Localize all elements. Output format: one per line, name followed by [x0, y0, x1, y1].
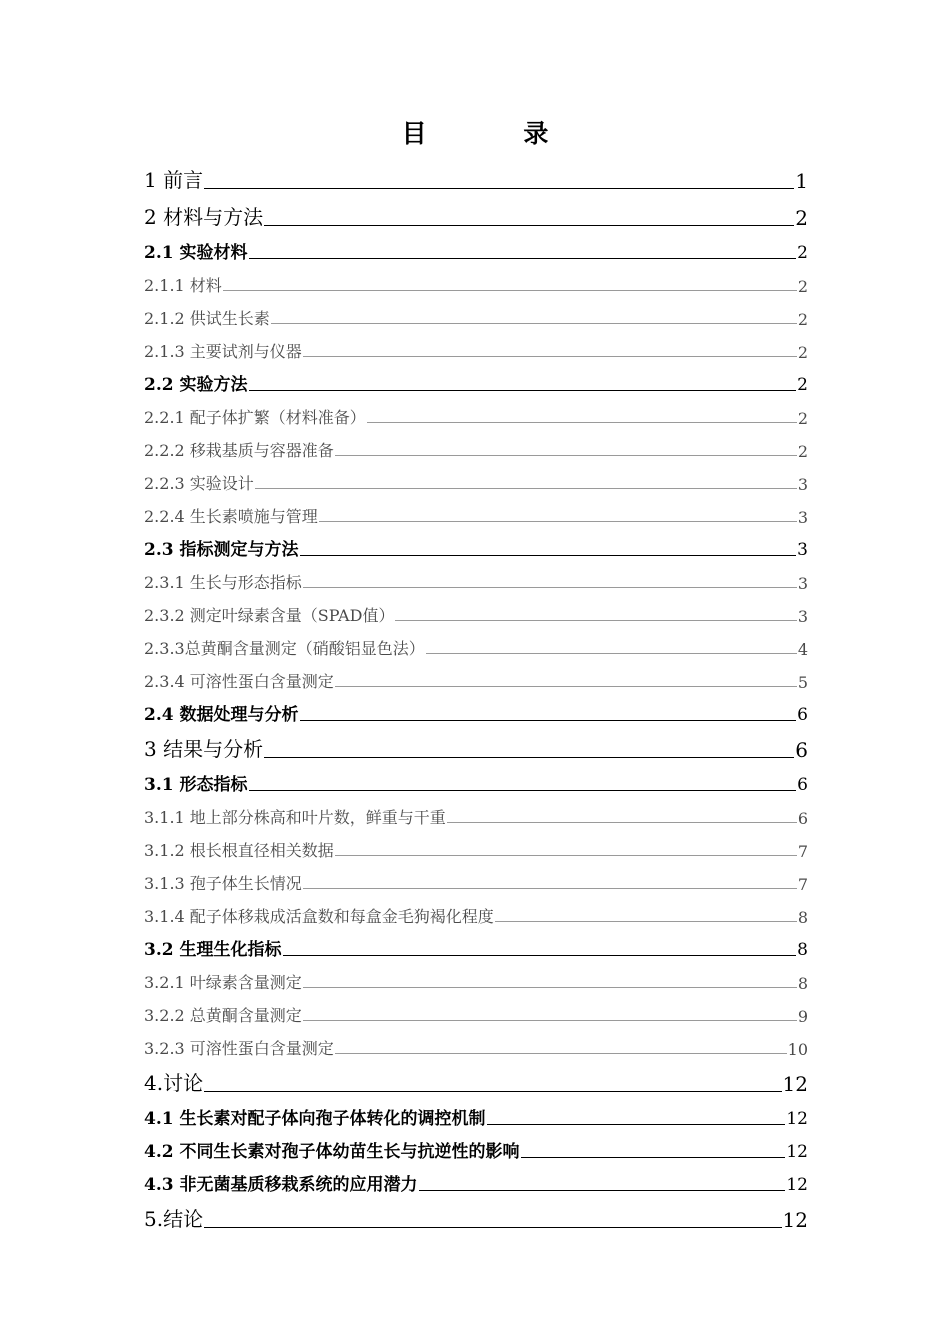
toc-page-number: 12	[782, 1208, 808, 1232]
toc-page-number: 6	[797, 809, 808, 828]
toc-page-number: 2	[797, 277, 808, 296]
toc-entry[interactable]	[144, 659, 808, 692]
toc-entry-label: 3 结果与分析	[144, 737, 264, 761]
toc-page-number: 9	[797, 1007, 808, 1026]
toc-leader-line	[283, 955, 797, 956]
toc-entry-label: 1 前言	[144, 168, 204, 192]
toc-entry-label: 2.2.3 实验设计	[144, 474, 254, 493]
toc-leader-line	[335, 455, 797, 456]
toc-entry[interactable]	[144, 1096, 808, 1129]
toc-leader-line	[335, 1053, 787, 1054]
toc-entry[interactable]	[144, 527, 808, 560]
toc-entry[interactable]	[144, 692, 808, 725]
toc-title: 目 录	[401, 119, 593, 148]
toc-leader-line	[335, 855, 797, 856]
toc-leader-line	[303, 987, 797, 988]
toc-leader-line	[419, 1190, 786, 1191]
toc-page-number: 6	[797, 705, 808, 725]
toc-page-number: 6	[797, 775, 808, 795]
toc-leader-line	[249, 790, 797, 791]
toc-leader-line	[300, 555, 797, 556]
toc-page-number: 3	[797, 607, 808, 626]
toc-entry-label: 2.3 指标测定与方法	[144, 540, 299, 560]
toc-leader-line	[271, 323, 797, 324]
toc-leader-line	[204, 1227, 781, 1228]
toc-leader-line	[521, 1157, 786, 1158]
toc-entry[interactable]	[144, 993, 808, 1026]
toc-entry[interactable]	[144, 861, 808, 894]
toc-page-number: 2	[797, 442, 808, 461]
toc-page-number: 2	[795, 206, 808, 230]
toc-entry-label: 4.2 不同生长素对孢子体幼苗生长与抗逆性的影响	[144, 1142, 520, 1162]
toc-entry[interactable]	[144, 927, 808, 960]
toc-leader-line	[303, 356, 797, 357]
toc-entry-label: 3.1 形态指标	[144, 775, 248, 795]
toc-entry[interactable]	[144, 428, 808, 461]
toc-page-number: 12	[786, 1175, 808, 1195]
toc-leader-line	[395, 620, 796, 621]
toc-entry[interactable]	[144, 795, 808, 828]
toc-entry[interactable]	[144, 725, 808, 762]
toc-entry[interactable]	[144, 263, 808, 296]
toc-entry-label: 2.3.2 测定叶绿素含量（SPAD值）	[144, 606, 395, 625]
toc-entry-label: 2.3.3总黄酮含量测定（硝酸铝显色法）	[144, 639, 425, 658]
toc-page-number: 6	[795, 738, 808, 762]
toc-entry[interactable]	[144, 1026, 808, 1059]
toc-entry-label: 3.1.2 根长根直径相关数据	[144, 841, 334, 860]
toc-leader-line	[495, 921, 797, 922]
toc-entry-label: 4.1 生长素对配子体向孢子体转化的调控机制	[144, 1109, 486, 1129]
toc-page-number: 10	[787, 1040, 808, 1059]
table-of-contents	[144, 156, 808, 1232]
toc-entry-label: 2.4 数据处理与分析	[144, 705, 299, 725]
toc-entry[interactable]	[144, 1195, 808, 1232]
toc-page-number: 5	[797, 673, 808, 692]
toc-entry[interactable]	[144, 560, 808, 593]
toc-entry[interactable]	[144, 1162, 808, 1195]
toc-page-number: 12	[786, 1142, 808, 1162]
toc-page-number: 4	[797, 640, 808, 659]
toc-leader-line	[319, 521, 797, 522]
toc-leader-line	[204, 188, 794, 189]
toc-leader-line	[249, 390, 797, 391]
toc-entry-label: 2.2.4 生长素喷施与管理	[144, 507, 318, 526]
toc-page-number: 2	[797, 343, 808, 362]
toc-entry[interactable]	[144, 1129, 808, 1162]
toc-entry-label: 4.3 非无菌基质移栽系统的应用潜力	[144, 1175, 418, 1195]
toc-entry[interactable]	[144, 593, 808, 626]
toc-entry[interactable]	[144, 362, 808, 395]
toc-page-number: 3	[797, 508, 808, 527]
toc-entry-label: 2.2 实验方法	[144, 375, 248, 395]
toc-page-number: 7	[797, 842, 808, 861]
toc-entry[interactable]	[144, 329, 808, 362]
toc-page-number: 2	[797, 243, 808, 263]
toc-page-number: 3	[797, 574, 808, 593]
toc-entry[interactable]	[144, 1059, 808, 1096]
toc-page-number: 12	[782, 1072, 808, 1096]
toc-entry[interactable]	[144, 960, 808, 993]
toc-entry-label: 2.3.4 可溶性蛋白含量测定	[144, 672, 334, 691]
toc-entry-label: 2.1.2 供试生长素	[144, 309, 270, 328]
toc-entry-label: 3.2 生理生化指标	[144, 940, 282, 960]
toc-entry[interactable]	[144, 626, 808, 659]
toc-entry-label: 2.2.1 配子体扩繁（材料准备）	[144, 408, 366, 427]
toc-entry[interactable]	[144, 395, 808, 428]
toc-leader-line	[447, 822, 797, 823]
toc-entry-label: 2.1.1 材料	[144, 276, 222, 295]
toc-leader-line	[300, 720, 797, 721]
toc-entry[interactable]	[144, 296, 808, 329]
toc-leader-line	[303, 1020, 797, 1021]
toc-entry-label: 3.1.3 孢子体生长情况	[144, 874, 302, 893]
toc-leader-line	[367, 422, 797, 423]
toc-entry-label: 3.2.3 可溶性蛋白含量测定	[144, 1039, 334, 1058]
toc-page-number: 3	[797, 540, 808, 560]
toc-page-number: 2	[797, 375, 808, 395]
toc-entry[interactable]	[144, 156, 808, 193]
toc-entry-label: 2.1 实验材料	[144, 243, 248, 263]
toc-entry-label: 3.2.1 叶绿素含量测定	[144, 973, 302, 992]
toc-leader-line	[255, 488, 797, 489]
toc-entry[interactable]	[144, 828, 808, 861]
toc-entry-label: 2.3.1 生长与形态指标	[144, 573, 302, 592]
toc-entry[interactable]	[144, 894, 808, 927]
toc-page-number: 8	[797, 974, 808, 993]
toc-leader-line	[303, 888, 797, 889]
toc-entry-label: 4.讨论	[144, 1071, 204, 1095]
toc-page-number: 7	[797, 875, 808, 894]
toc-leader-line	[487, 1124, 786, 1125]
toc-page-number: 1	[795, 169, 808, 193]
toc-page-number: 12	[786, 1109, 808, 1129]
toc-leader-line	[264, 225, 794, 226]
toc-entry[interactable]	[144, 193, 808, 230]
toc-leader-line	[223, 290, 797, 291]
toc-entry[interactable]	[144, 762, 808, 795]
toc-leader-line	[204, 1091, 781, 1092]
toc-page-number: 8	[797, 908, 808, 927]
toc-leader-line	[249, 258, 797, 259]
toc-page-number: 2	[797, 310, 808, 329]
toc-entry[interactable]	[144, 230, 808, 263]
toc-page-number: 3	[797, 475, 808, 494]
toc-leader-line	[264, 757, 794, 758]
toc-entry-label: 2 材料与方法	[144, 205, 264, 229]
toc-entry-label: 2.2.2 移栽基质与容器准备	[144, 441, 334, 460]
toc-entry[interactable]	[144, 461, 808, 494]
toc-page-number: 2	[797, 409, 808, 428]
toc-entry-label: 3.2.2 总黄酮含量测定	[144, 1006, 302, 1025]
toc-leader-line	[426, 653, 797, 654]
toc-leader-line	[303, 587, 797, 588]
toc-entry-label: 3.1.1 地上部分株高和叶片数，鲜重与干重	[144, 808, 446, 827]
toc-entry-label: 3.1.4 配子体移栽成活盒数和每盒金毛狗褐化程度	[144, 907, 494, 926]
toc-entry-label: 2.1.3 主要试剂与仪器	[144, 342, 302, 361]
toc-leader-line	[335, 686, 797, 687]
toc-entry-label: 5.结论	[144, 1207, 204, 1231]
toc-entry[interactable]	[144, 494, 808, 527]
toc-page-number: 8	[797, 940, 808, 960]
